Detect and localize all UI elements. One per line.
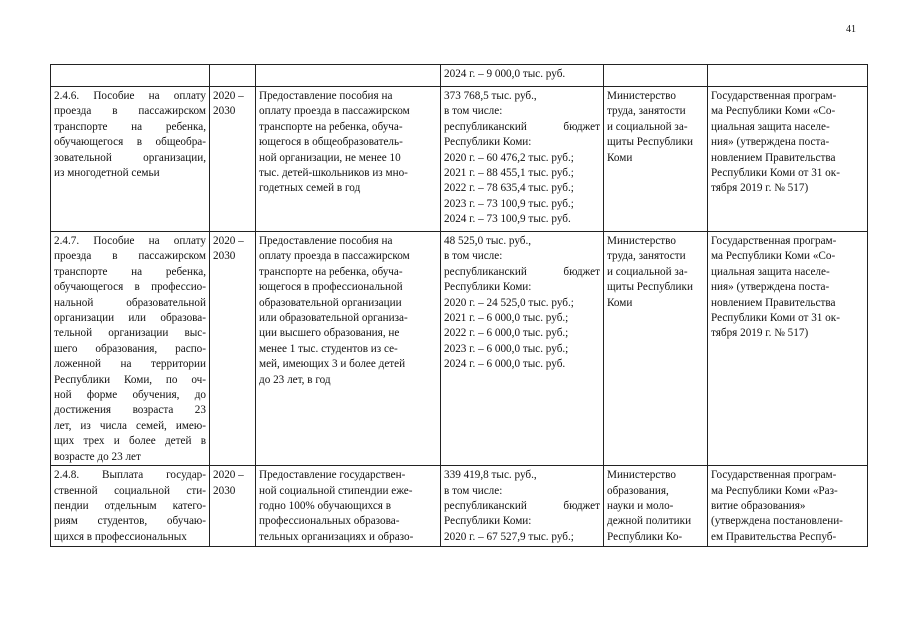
period-cell — [210, 87, 256, 232]
cell-line: Коми — [607, 151, 633, 164]
cell-line: шего образования, распо- — [54, 342, 206, 355]
cell-line: 2024 г. – 9 000,0 тыс. руб. — [444, 68, 566, 80]
program-cell — [708, 65, 868, 87]
cell-line: ма Республики Коми «Со- — [711, 250, 836, 263]
cell-line: профессиональных образова- — [259, 515, 400, 528]
cell-line: ции высшего образования, не — [259, 327, 400, 340]
measure-name-cell — [51, 232, 210, 466]
cell-line: в том числе: — [444, 105, 503, 118]
cell-line: годетных семей в год — [259, 182, 361, 195]
cell-line: науки и моло- — [607, 499, 674, 512]
cell-line: годно 100% обучающихся в — [259, 499, 392, 512]
cell-line: 2022 г. – 6 000,0 тыс. руб.; — [444, 327, 569, 340]
table-row — [51, 466, 868, 547]
cell-line: и социальной за- — [607, 120, 688, 133]
cell-line: Государственная програм- — [711, 90, 837, 102]
cell-line: Предоставление пособия на — [259, 90, 393, 102]
cell-line: ющегося в профессиональной — [259, 281, 403, 294]
period-cell — [210, 466, 256, 547]
executor-cell — [604, 466, 708, 547]
cell-line: тября 2019 г. № 517) — [711, 327, 809, 340]
cell-line: труда, занятости — [607, 250, 686, 263]
cell-line: проезда в пассажирском — [54, 105, 206, 118]
cell-line: Республики Коми: — [444, 515, 532, 528]
cell-line: Коми — [607, 296, 633, 309]
cell-line: мей, имеющих 3 и более детей — [259, 358, 406, 371]
page-number: 41 — [846, 24, 856, 35]
cell-line: 2023 г. – 73 100,9 тыс. руб.; — [444, 197, 574, 210]
cell-line: тельной организации выс- — [54, 327, 206, 340]
funding-cell — [441, 466, 604, 547]
cell-line: 373 768,5 тыс. руб., — [444, 90, 537, 102]
cell-line: обучающегося в общеобра- — [54, 136, 206, 149]
cell-line: 2020 г. – 67 527,9 тыс. руб.; — [444, 530, 574, 543]
cell-line: республиканский бюджет — [444, 120, 600, 133]
cell-line: и социальной за- — [607, 265, 688, 278]
program-cell — [708, 87, 868, 232]
cell-line: риям студентов, обучаю- — [54, 515, 206, 528]
cell-line: обучающегося в профессио- — [54, 281, 206, 294]
cell-line: циальная защита населе- — [711, 120, 830, 133]
cell-line: до 23 лет, в год — [259, 373, 331, 386]
funding-cell — [441, 87, 604, 232]
cell-line: Государственная програм- — [711, 235, 837, 247]
cell-line: ма Республики Коми «Со- — [711, 105, 836, 118]
measure-name-cell — [51, 87, 210, 232]
cell-line: Министерство — [607, 469, 676, 482]
cell-line: новлением Правительства — [711, 151, 836, 164]
cell-line: 2023 г. – 6 000,0 тыс. руб.; — [444, 342, 569, 355]
cell-line: Республики Коми от 31 ок- — [711, 312, 840, 325]
cell-line: нальной образовательной — [54, 296, 206, 309]
description-cell — [256, 466, 441, 547]
cell-line: транспорте на ребенка, — [54, 120, 206, 133]
cell-line: щих трех и более детей в — [54, 435, 206, 448]
cell-line: тыс. детей-школьников из мно- — [259, 167, 408, 180]
table-row — [51, 232, 868, 466]
cell-line: ем Правительства Респуб- — [711, 530, 837, 543]
cell-line: щиты Республики — [607, 281, 693, 294]
cell-line: республиканский бюджет — [444, 499, 600, 512]
description-cell — [256, 87, 441, 232]
cell-line: или образовательной организа- — [259, 312, 408, 325]
cell-line: проезда в пассажирском — [54, 250, 206, 263]
cell-line: ной социальной стипендии еже- — [259, 484, 413, 497]
cell-line: достижения возраста 23 — [54, 404, 206, 417]
cell-line: 2020 г. – 24 525,0 тыс. руб.; — [444, 296, 574, 309]
cell-line: труда, занятости — [607, 105, 686, 118]
cell-line: ной организации, не менее 10 — [259, 151, 401, 164]
cell-line: транспорте на ребенка, — [54, 265, 206, 278]
cell-line: ния» (утверждена поста- — [711, 281, 830, 294]
cell-line: 48 525,0 тыс. руб., — [444, 235, 532, 247]
cell-line: 2030 — [213, 105, 236, 118]
cell-line: 2030 — [213, 484, 236, 497]
cell-line: образования, — [607, 484, 669, 497]
cell-line: тября 2019 г. № 517) — [711, 182, 809, 195]
cell-line: Предоставление пособия на — [259, 235, 393, 247]
executor-cell — [604, 87, 708, 232]
measure-name-cell — [51, 65, 210, 87]
cell-line: республиканский бюджет — [444, 265, 600, 278]
cell-line: витие образования» — [711, 499, 806, 512]
cell-line: пендии отдельным катего- — [54, 499, 206, 512]
cell-line: Предоставление государствен- — [259, 469, 406, 482]
cell-line: щихся в профессиональных — [54, 530, 187, 543]
executor-cell — [604, 65, 708, 87]
cell-line: 2021 г. – 88 455,1 тыс. руб.; — [444, 167, 574, 180]
cell-line: Республики Коми, по оч- — [54, 373, 206, 386]
cell-line: транспорте на ребенка, обуча- — [259, 265, 403, 278]
description-cell — [256, 65, 441, 87]
cell-line: Министерство — [607, 235, 676, 247]
cell-line: 2024 г. – 6 000,0 тыс. руб. — [444, 358, 566, 371]
program-cell — [708, 232, 868, 466]
cell-line: лет, из числа семей, имею- — [54, 419, 206, 432]
cell-line: ния» (утверждена поста- — [711, 136, 830, 149]
cell-line: циальная защита населе- — [711, 265, 830, 278]
funding-cell — [441, 232, 604, 466]
cell-line: ложенной на территории — [54, 358, 206, 371]
cell-line: 2022 г. – 78 635,4 тыс. руб.; — [444, 182, 574, 195]
period-cell — [210, 65, 256, 87]
cell-line: 339 419,8 тыс. руб., — [444, 469, 537, 482]
description-cell — [256, 232, 441, 466]
cell-line: ющегося в общеобразователь- — [259, 136, 403, 149]
cell-line: тельных организациях и образо- — [259, 530, 414, 543]
table-row — [51, 65, 868, 87]
cell-line: Республики Коми: — [444, 136, 532, 149]
cell-line: 2020 – — [213, 235, 244, 247]
cell-line: щиты Республики — [607, 136, 693, 149]
cell-line: 2020 – — [213, 90, 244, 102]
cell-line: ной форме обучения, до — [54, 389, 206, 402]
funding-cell — [441, 65, 604, 87]
cell-line: ма Республики Коми «Раз- — [711, 484, 838, 497]
cell-line: оплату проезда в пассажирском — [259, 250, 410, 263]
cell-line: 2021 г. – 6 000,0 тыс. руб.; — [444, 312, 569, 325]
cell-line: 2024 г. – 73 100,9 тыс. руб. — [444, 213, 571, 226]
cell-line: в том числе: — [444, 250, 503, 263]
cell-line: 2.4.7. Пособие на оплату — [54, 235, 206, 247]
cell-line: оплату проезда в пассажирском — [259, 105, 410, 118]
executor-cell — [604, 232, 708, 466]
cell-line: из многодетной семьи — [54, 167, 160, 180]
cell-line: транспорте на ребенка, обуча- — [259, 120, 403, 133]
cell-line: дежной политики — [607, 515, 692, 528]
cell-line: Министерство — [607, 90, 676, 102]
cell-line: 2020 г. – 60 476,2 тыс. руб.; — [444, 151, 574, 164]
cell-line: менее 1 тыс. студентов из се- — [259, 342, 398, 355]
cell-line: Республики Коми от 31 ок- — [711, 167, 840, 180]
cell-line: возрасте до 23 лет — [54, 450, 141, 463]
cell-line: 2.4.8. Выплата государ- — [54, 469, 206, 482]
cell-line: (утверждена постановлени- — [711, 515, 843, 528]
table-row — [51, 87, 868, 232]
cell-line: в том числе: — [444, 484, 503, 497]
cell-line: новлением Правительства — [711, 296, 836, 309]
cell-line: ственной социальной сти- — [54, 484, 206, 497]
cell-line: Республики Коми: — [444, 281, 532, 294]
measure-name-cell — [51, 466, 210, 547]
period-cell — [210, 232, 256, 466]
cell-line: образовательной организации — [259, 296, 402, 309]
cell-line: Республики Ко- — [607, 530, 683, 543]
cell-line: Государственная програм- — [711, 469, 837, 482]
cell-line: 2030 — [213, 250, 236, 263]
cell-line: 2020 – — [213, 469, 244, 482]
program-cell — [708, 466, 868, 547]
cell-line: организации или образова- — [54, 312, 206, 325]
measures-table — [50, 64, 868, 547]
cell-line: 2.4.6. Пособие на оплату — [54, 90, 206, 102]
cell-line: зовательной организации, — [54, 151, 206, 164]
